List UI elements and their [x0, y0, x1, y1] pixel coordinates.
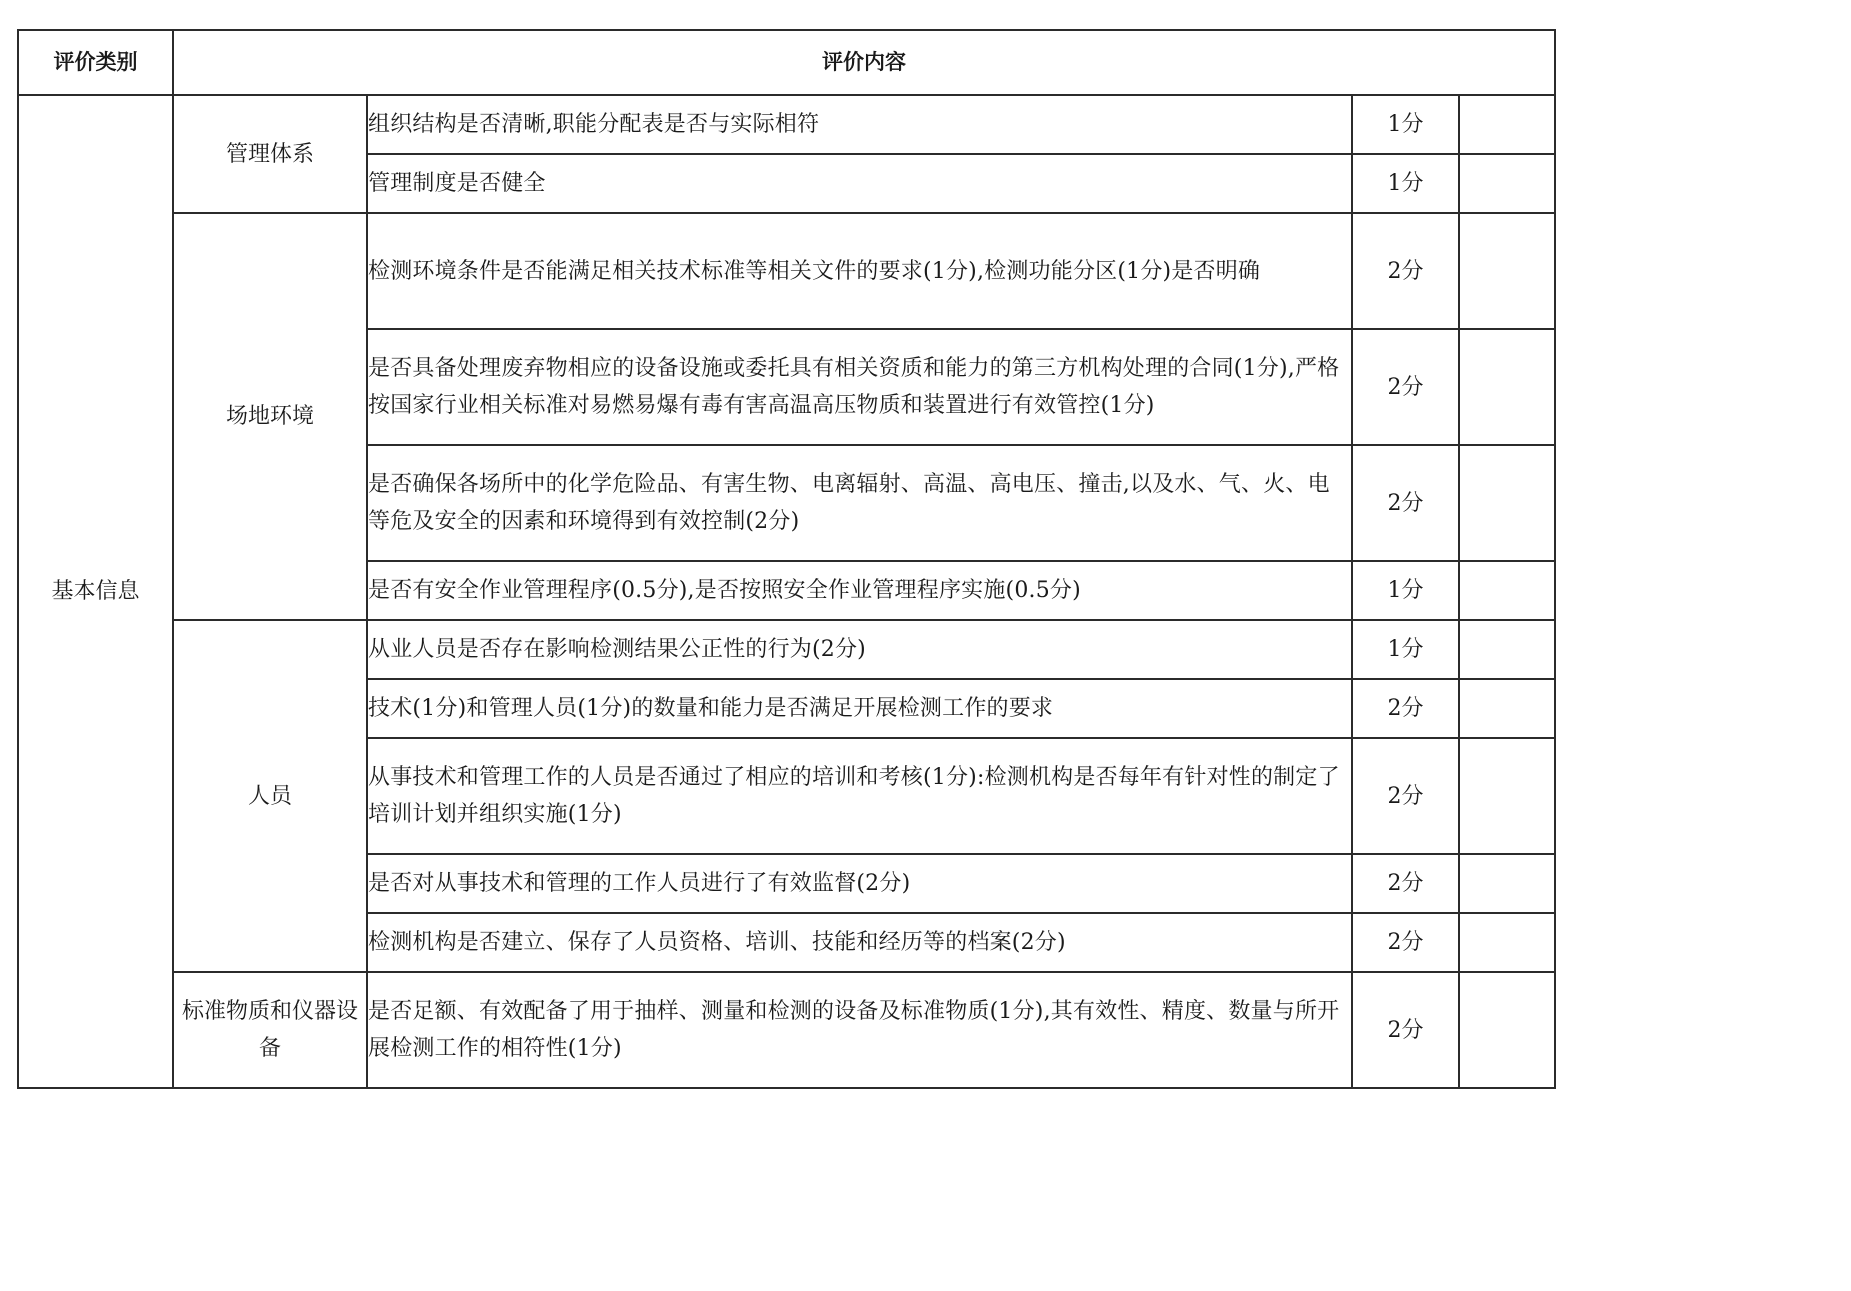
- criterion-text: 组织结构是否清晰,职能分配表是否与实际相符: [367, 95, 1352, 154]
- rating-cell: [1459, 972, 1555, 1088]
- table-row: [18, 620, 1555, 679]
- rating-cell: [1459, 154, 1555, 213]
- criterion-text: 从事技术和管理工作的人员是否通过了相应的培训和考核(1分):检测机构是否每年有针对性的制定了培训计划并组织实施(1分): [367, 738, 1352, 854]
- evaluation-table: [17, 29, 1556, 1089]
- score-cell: 2分: [1352, 213, 1459, 329]
- rating-cell: [1459, 738, 1555, 854]
- criterion-text: 检测机构是否建立、保存了人员资格、培训、技能和经历等的档案(2分): [367, 913, 1352, 972]
- header-row: [18, 30, 1555, 95]
- score-cell: 2分: [1352, 738, 1459, 854]
- criterion-text: 是否足额、有效配备了用于抽样、测量和检测的设备及标准物质(1分),其有效性、精度、数量与所开展检测工作的相符性(1分): [367, 972, 1352, 1088]
- rating-cell: [1459, 445, 1555, 561]
- rating-cell: [1459, 213, 1555, 329]
- criterion-text: 是否具备处理废弃物相应的设备设施或委托具有相关资质和能力的第三方机构处理的合同(1分),严格按国家行业相关标准对易燃易爆有毒有害高温高压物质和装置进行有效管控(1分): [367, 329, 1352, 445]
- rating-cell: [1459, 679, 1555, 738]
- subcategory-cell: 人员: [173, 620, 367, 972]
- subcategory-cell: 场地环境: [173, 213, 367, 620]
- rating-cell: [1459, 329, 1555, 445]
- rating-cell: [1459, 620, 1555, 679]
- criterion-text: 从业人员是否存在影响检测结果公正性的行为(2分): [367, 620, 1352, 679]
- criterion-text: 是否有安全作业管理程序(0.5分),是否按照安全作业管理程序实施(0.5分): [367, 561, 1352, 620]
- rating-cell: [1459, 95, 1555, 154]
- score-cell: 1分: [1352, 561, 1459, 620]
- header-content: 评价内容: [173, 30, 1555, 95]
- header-category: 评价类别: [18, 30, 173, 95]
- score-cell: 1分: [1352, 620, 1459, 679]
- category-cell: 基本信息: [18, 95, 173, 1088]
- subcategory-cell: 管理体系: [173, 95, 367, 213]
- criterion-text: 是否确保各场所中的化学危险品、有害生物、电离辐射、高温、高电压、撞击,以及水、气、火、电等危及安全的因素和环境得到有效控制(2分): [367, 445, 1352, 561]
- score-cell: 2分: [1352, 972, 1459, 1088]
- rating-cell: [1459, 561, 1555, 620]
- table-row: [18, 95, 1555, 154]
- score-cell: 2分: [1352, 679, 1459, 738]
- criterion-text: 管理制度是否健全: [367, 154, 1352, 213]
- score-cell: 1分: [1352, 154, 1459, 213]
- score-cell: 2分: [1352, 854, 1459, 913]
- score-cell: 2分: [1352, 913, 1459, 972]
- score-cell: 2分: [1352, 329, 1459, 445]
- criterion-text: 是否对从事技术和管理的工作人员进行了有效监督(2分): [367, 854, 1352, 913]
- rating-cell: [1459, 854, 1555, 913]
- table-row: [18, 972, 1555, 1088]
- rating-cell: [1459, 913, 1555, 972]
- criterion-text: 检测环境条件是否能满足相关技术标准等相关文件的要求(1分),检测功能分区(1分)是否明确: [367, 213, 1352, 329]
- score-cell: 1分: [1352, 95, 1459, 154]
- score-cell: 2分: [1352, 445, 1459, 561]
- criterion-text: 技术(1分)和管理人员(1分)的数量和能力是否满足开展检测工作的要求: [367, 679, 1352, 738]
- table-row: [18, 213, 1555, 329]
- subcategory-cell: 标准物质和仪器设备: [173, 972, 367, 1088]
